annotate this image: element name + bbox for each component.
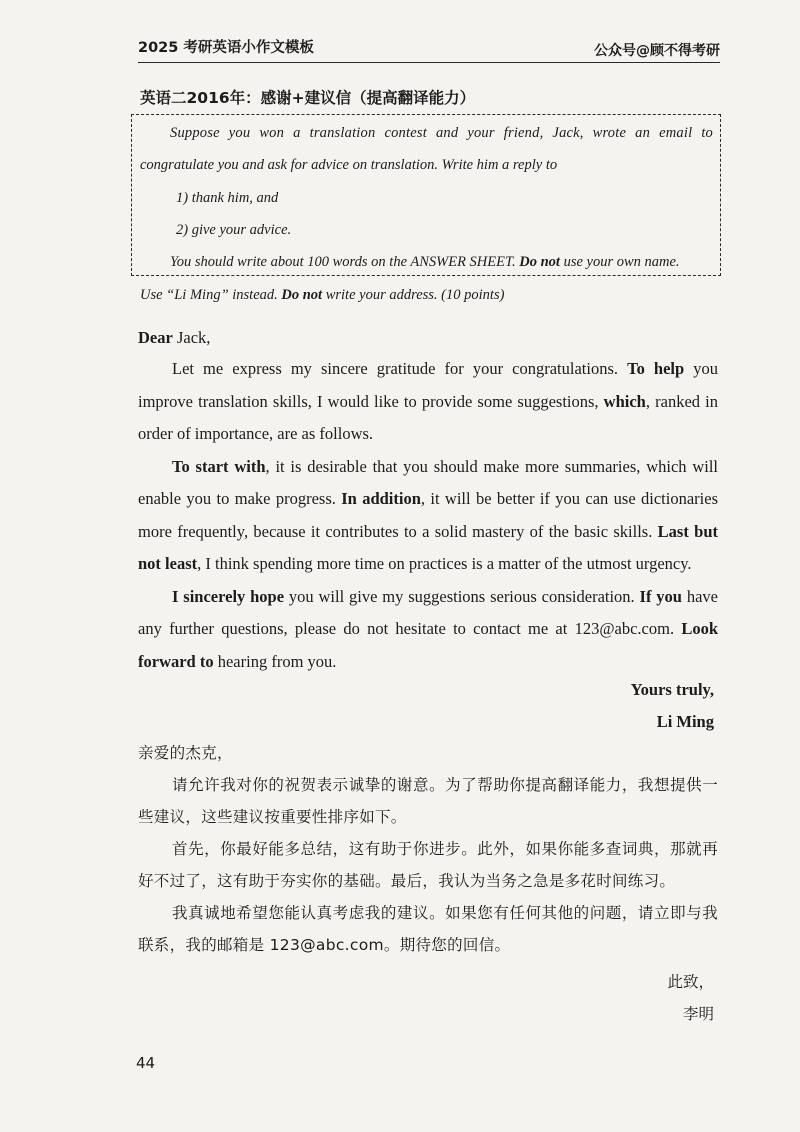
- prompt-line-6-c: write your address. (10 points): [325, 287, 505, 303]
- chinese-paragraph-1: 请允许我对你的祝贺表示诚挚的谢意。为了帮助你提高翻译能力，我想提供一些建议，这些建议按重要性排序如下。: [138, 776, 718, 826]
- prompt-line-6-b: Do not: [281, 287, 323, 303]
- prompt-line-5-b: Do not: [519, 254, 560, 270]
- bold-phrase: To help: [627, 359, 685, 378]
- prompt-line-2: congratulate you and ask for advice on translation. Write him a reply to: [140, 157, 558, 173]
- bold-phrase: I sincerely hope: [172, 586, 285, 606]
- prompt-line-5-a: You should write about 100 words on the ANSWER SHEET.: [170, 254, 516, 270]
- letter-body: [138, 353, 718, 678]
- section-title: 英语二2016年：感谢+建议信（提高翻译能力）: [140, 89, 476, 107]
- letter-paragraph-1: [138, 353, 718, 451]
- bold-phrase: To start with: [172, 456, 266, 476]
- text-run: Let me express my sincere gratitude for your congratulations.: [172, 359, 628, 378]
- prompt-item-2: 2) give your advice.: [176, 222, 292, 238]
- letter-greeting: [138, 322, 718, 355]
- page-header: [138, 30, 720, 63]
- text-run: you improve translation skills, I would like to provide some suggestions,: [138, 359, 718, 411]
- letter-signature: Li Ming: [656, 712, 714, 731]
- text-run: , I think spending more time on practices is a matter of the utmost urgency.: [197, 554, 692, 573]
- bold-phrase: which: [603, 391, 646, 411]
- bold-phrase: Last but not least: [138, 521, 718, 573]
- greeting-bold: Dear: [138, 328, 173, 347]
- bold-phrase: If you: [639, 586, 682, 606]
- page-number: 44: [136, 1054, 156, 1072]
- letter-paragraph-2: [138, 451, 718, 581]
- letter-paragraph-3: [138, 581, 718, 679]
- prompt-line-6-a: Use “Li Ming” instead.: [140, 287, 278, 303]
- text-run: have any further questions, please do not hesitate to contact me at 123@abc.com.: [138, 586, 718, 638]
- header-source: 公众号@顾不得考研: [594, 43, 720, 59]
- text-run: hearing from you.: [213, 651, 337, 671]
- prompt-item-1: 1) thank him, and: [176, 190, 279, 206]
- text-run: , it is desirable that you should make more summaries, which will enable you to make progress.: [138, 456, 718, 508]
- chinese-greeting: 亲爱的杰克，: [138, 744, 233, 762]
- chinese-paragraph-2: 首先，你最好能多总结，这有助于你进步。此外，如果你能多查词典，那就再好不过了，这有助于夯实你的基础。最后，我认为当务之急是多花时间练习。: [138, 840, 718, 890]
- chinese-paragraph-3: 我真诚地希望您能认真考虑我的建议。如果您有任何其他的问题，请立即与我联系，我的邮箱是 123@abc.com。期待您的回信。: [138, 904, 718, 954]
- prompt-line-6: [140, 287, 504, 304]
- bold-phrase: In addition: [341, 489, 421, 508]
- bold-phrase: Look forward to: [138, 619, 718, 671]
- greeting-rest: Jack,: [176, 328, 211, 347]
- chinese-translation: [138, 737, 718, 961]
- text-run: you will give my suggestions serious consideration.: [284, 586, 640, 606]
- letter-closing: Yours truly,: [630, 680, 714, 699]
- chinese-closing: 此致，: [667, 973, 714, 991]
- prompt-box: [131, 114, 721, 276]
- header-title: 2025 考研英语小作文模板: [138, 40, 314, 56]
- chinese-signature: 李明: [682, 1005, 714, 1023]
- text-run: , ranked in order of importance, are as follows.: [138, 391, 718, 443]
- prompt-line-5-c: use your own name.: [563, 254, 680, 270]
- text-run: , it will be better if you can use dictionaries more frequently, because it contributes to a solid mastery of the basic skills.: [138, 489, 718, 541]
- prompt-line-1: Suppose you won a translation contest and your friend, Jack, wrote an email to: [170, 125, 713, 141]
- prompt-line-5: [170, 254, 680, 271]
